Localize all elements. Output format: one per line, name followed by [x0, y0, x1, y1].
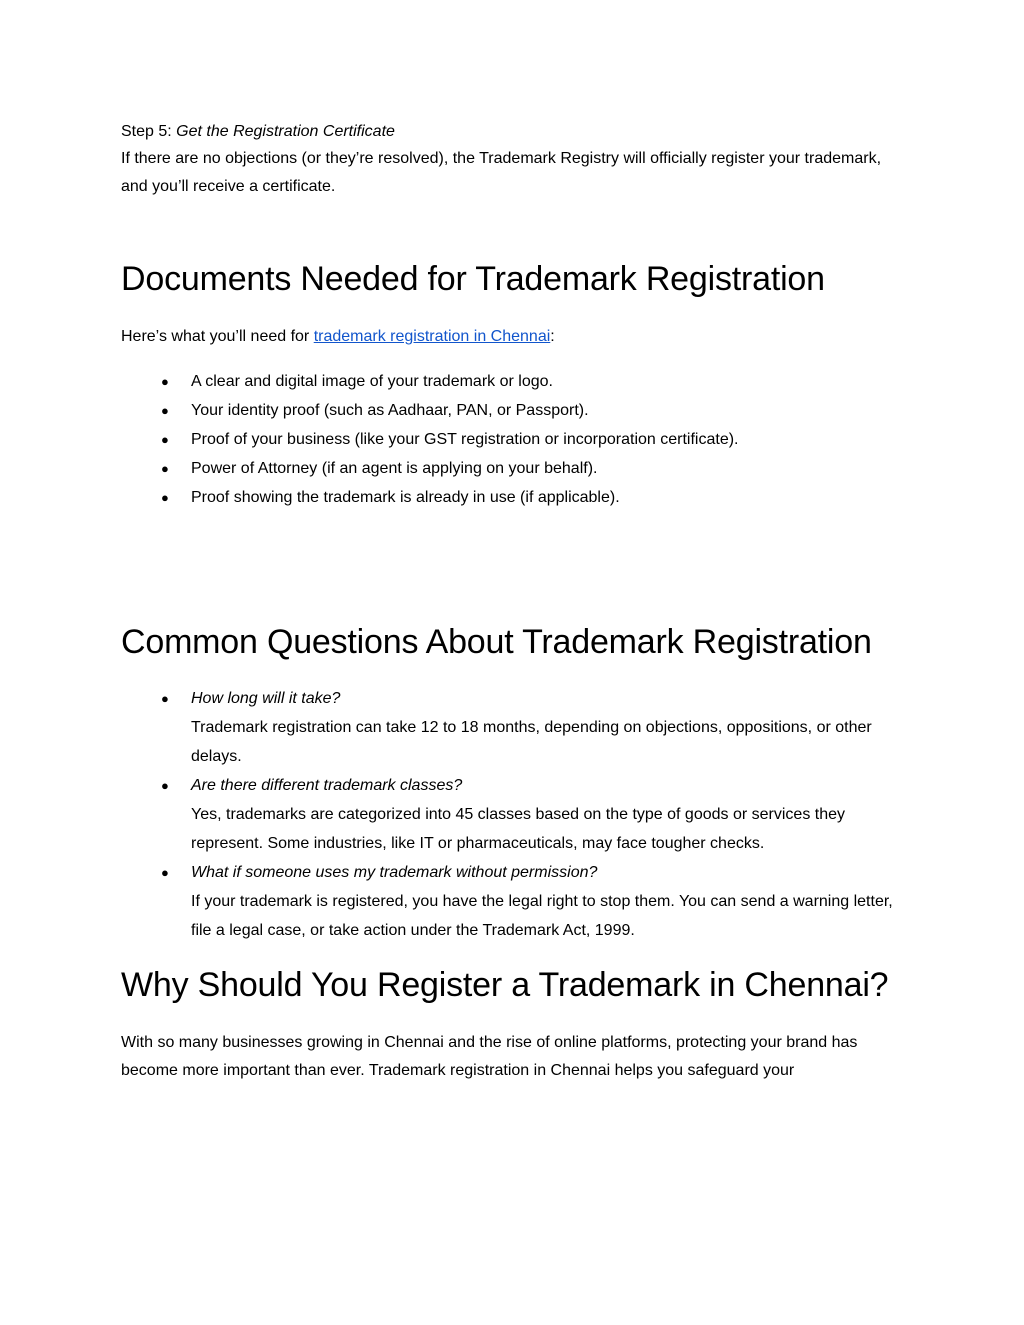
faq-question: What if someone uses my trademark without permission?	[191, 864, 598, 881]
list-item-text: Your identity proof (such as Aadhaar, PAN, or Passport).	[191, 402, 589, 419]
documents-heading: Documents Needed for Trademark Registration	[121, 260, 825, 298]
step-5-text: If there are no objections (or they’re resolved), the Trademark Registry will officially register your trademark, and you’ll receive a certificate.	[121, 150, 882, 195]
list-item-text: Proof of your business (like your GST registration or incorporation certificate).	[191, 431, 739, 448]
list-item-text: Power of Attorney (if an agent is applying on your behalf).	[191, 460, 598, 477]
list-item	[121, 367, 911, 396]
faq-answer: Trademark registration can take 12 to 18 months, depending on objections, oppositions, or other delays.	[191, 719, 872, 765]
bullet-icon: ●	[161, 778, 169, 793]
documents-intro-text: Here’s what you’ll need for	[121, 328, 314, 345]
faq-question: How long will it take?	[191, 690, 341, 707]
bullet-icon: ●	[161, 461, 169, 476]
list-item-text: Proof showing the trademark is already in use (if applicable).	[191, 489, 620, 506]
faq-heading: Common Questions About Trademark Registration	[121, 623, 872, 661]
step-5-label	[121, 118, 911, 145]
bullet-icon: ●	[161, 403, 169, 418]
list-item-text: A clear and digital image of your trademark or logo.	[191, 373, 553, 390]
step-5-prefix: Step 5:	[121, 123, 177, 140]
trademark-registration-chennai-link[interactable]: trademark registration in Chennai	[313, 328, 551, 345]
documents-intro-colon: :	[550, 328, 555, 345]
bullet-icon: ●	[161, 432, 169, 447]
list-item	[121, 425, 911, 454]
bullet-icon: ●	[161, 374, 169, 389]
list-item	[121, 396, 911, 425]
documents-intro	[121, 323, 911, 351]
bullet-icon: ●	[161, 691, 169, 706]
list-item	[121, 454, 911, 483]
bullet-icon: ●	[161, 865, 169, 880]
step-5-title: Get the Registration Certificate	[176, 123, 395, 140]
document-page	[121, 118, 911, 1085]
faq-answer: If your trademark is registered, you have the legal right to stop them. You can send a warning letter, file a legal case, or take action under the Trademark Act, 1999.	[191, 893, 893, 939]
why-register-text: With so many businesses growing in Chennai and the rise of online platforms, protecting your brand has become more important than ever. Trademark registration in Chennai helps you safeguard your	[121, 1034, 858, 1079]
bullet-icon: ●	[161, 490, 169, 505]
faq-item	[121, 684, 911, 771]
documents-list	[121, 367, 911, 512]
list-item	[121, 483, 911, 512]
faq-question: Are there different trademark classes?	[191, 777, 463, 794]
why-register-heading: Why Should You Register a Trademark in Chennai?	[121, 966, 889, 1004]
faq-list	[121, 684, 911, 945]
faq-item	[121, 858, 911, 945]
faq-answer: Yes, trademarks are categorized into 45 classes based on the type of goods or services they represent. Some industries, like IT or pharmaceuticals, may face tougher checks.	[191, 806, 845, 852]
faq-item	[121, 771, 911, 858]
